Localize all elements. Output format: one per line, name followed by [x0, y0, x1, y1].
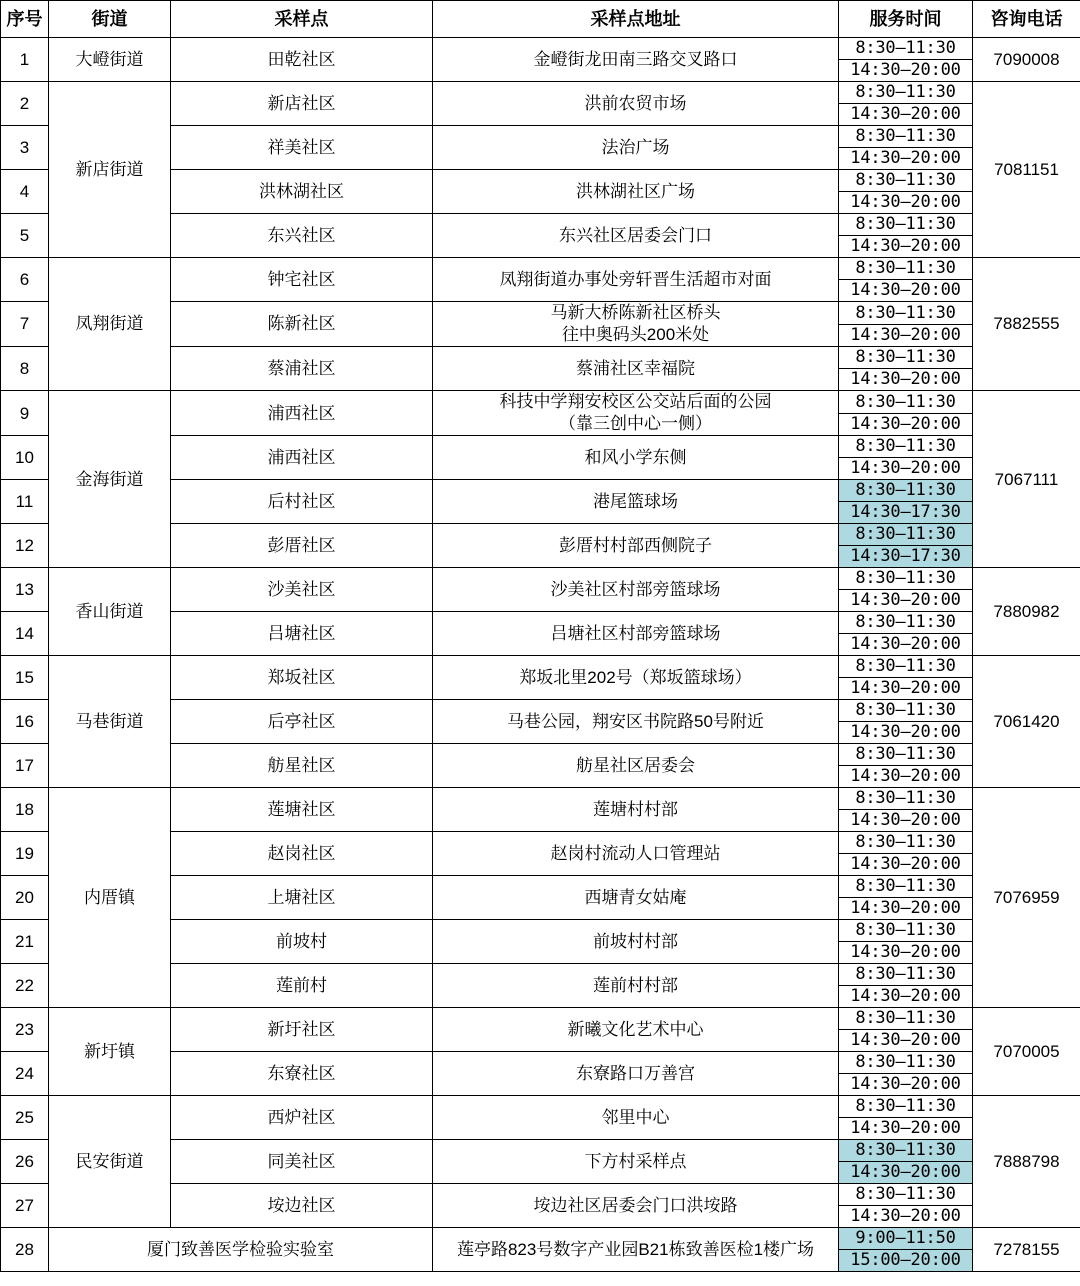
cell-address: 洪林湖社区广场 — [433, 170, 839, 214]
cell-phone: 7888798 — [973, 1096, 1080, 1228]
cell-service-time — [839, 1184, 973, 1228]
cell-phone: 7076959 — [973, 788, 1080, 1008]
cell-address: 沙美社区村部旁篮球场 — [433, 568, 839, 612]
cell-sequence: 17 — [1, 744, 49, 788]
cell-address: 莲前村村部 — [433, 964, 839, 1008]
cell-sequence: 11 — [1, 480, 49, 524]
service-time-afternoon: 14:30—20:00 — [850, 104, 961, 124]
service-time-afternoon: 14:30—20:00 — [850, 942, 961, 963]
cell-sequence: 19 — [1, 832, 49, 876]
service-time-morning: 8:30—11:30 — [839, 568, 972, 590]
cell-site: 莲前村 — [171, 964, 433, 1008]
cell-site: 赵岗社区 — [171, 832, 433, 876]
cell-phone: 7061420 — [973, 656, 1080, 788]
cell-site: 新店社区 — [171, 82, 433, 126]
cell-service-time — [839, 436, 973, 480]
table-row — [1, 82, 1080, 126]
cell-sequence: 7 — [1, 302, 49, 347]
service-time-morning: 8:30—11:30 — [839, 1008, 972, 1030]
cell-service-time — [839, 876, 973, 920]
service-time-afternoon: 14:30—20:00 — [850, 810, 961, 831]
table-row — [1, 391, 1080, 436]
cell-sequence: 28 — [1, 1228, 49, 1272]
service-time-afternoon: 14:30—20:00 — [850, 458, 961, 479]
cell-sequence: 4 — [1, 170, 49, 214]
service-time-morning: 8:30—11:30 — [839, 876, 972, 898]
cell-address: 法治广场 — [433, 126, 839, 170]
table-row — [1, 1228, 1080, 1272]
cell-sequence: 5 — [1, 214, 49, 258]
service-time-afternoon: 14:30—20:00 — [839, 1162, 972, 1183]
service-time-morning: 8:30—11:30 — [839, 964, 972, 986]
header-seq: 序号 — [1, 1, 49, 38]
table-row — [1, 258, 1080, 302]
cell-street: 马巷街道 — [49, 656, 171, 788]
cell-sequence: 23 — [1, 1008, 49, 1052]
cell-site: 浦西社区 — [171, 391, 433, 436]
service-time-morning: 8:30—11:30 — [839, 392, 972, 414]
cell-address: 马新大桥陈新社区桥头 往中奥码头200米处 — [433, 302, 839, 347]
cell-street: 凤翔街道 — [49, 258, 171, 391]
table-row — [1, 1008, 1080, 1052]
cell-phone: 7882555 — [973, 258, 1080, 391]
cell-service-time — [839, 656, 973, 700]
cell-site: 后亭社区 — [171, 700, 433, 744]
cell-site: 舫星社区 — [171, 744, 433, 788]
cell-service-time — [839, 170, 973, 214]
cell-sequence: 3 — [1, 126, 49, 170]
service-time-morning: 8:30—11:30 — [839, 1184, 972, 1206]
cell-service-time — [839, 1228, 973, 1272]
cell-site: 陈新社区 — [171, 302, 433, 347]
cell-address: 东兴社区居委会门口 — [433, 214, 839, 258]
cell-address: 马巷公园，翔安区书院路50号附近 — [433, 700, 839, 744]
service-time-afternoon: 14:30—20:00 — [850, 413, 961, 434]
table-row — [1, 788, 1080, 832]
cell-address: 吕塘社区村部旁篮球场 — [433, 612, 839, 656]
cell-site: 后村社区 — [171, 480, 433, 524]
cell-sequence: 1 — [1, 38, 49, 82]
table-row — [1, 656, 1080, 700]
cell-address: 前坡村村部 — [433, 920, 839, 964]
cell-sequence: 20 — [1, 876, 49, 920]
cell-address: 洪前农贸市场 — [433, 82, 839, 126]
cell-street: 金海街道 — [49, 391, 171, 568]
header-street: 街道 — [49, 1, 171, 38]
service-time-morning: 8:30—11:30 — [839, 656, 972, 678]
table-header — [1, 1, 1080, 38]
header-phone: 咨询电话 — [973, 1, 1080, 38]
service-time-afternoon: 14:30—20:00 — [850, 369, 961, 390]
service-time-morning: 8:30—11:30 — [839, 347, 972, 369]
service-time-afternoon: 14:30—20:00 — [850, 854, 961, 875]
cell-street: 内厝镇 — [49, 788, 171, 1008]
service-time-morning: 8:30—11:30 — [839, 832, 972, 854]
service-time-morning: 8:30—11:30 — [839, 524, 972, 546]
cell-site: 东兴社区 — [171, 214, 433, 258]
service-time-afternoon: 15:00—20:00 — [839, 1250, 972, 1271]
cell-service-time — [839, 1096, 973, 1140]
cell-service-time — [839, 391, 973, 436]
cell-service-time — [839, 82, 973, 126]
cell-phone: 7081151 — [973, 82, 1080, 258]
cell-address: 赵岗村流动人口管理站 — [433, 832, 839, 876]
cell-address: 港尾篮球场 — [433, 480, 839, 524]
service-time-morning: 8:30—11:30 — [839, 920, 972, 942]
service-time-afternoon: 14:30—20:00 — [850, 236, 961, 256]
cell-site: 西炉社区 — [171, 1096, 433, 1140]
service-time-morning: 8:30—11:30 — [839, 82, 972, 104]
cell-service-time — [839, 568, 973, 612]
service-time-morning: 9:00—11:50 — [839, 1228, 972, 1250]
cell-phone: 7070005 — [973, 1008, 1080, 1096]
service-time-morning: 8:30—11:30 — [839, 436, 972, 458]
cell-site: 浦西社区 — [171, 436, 433, 480]
service-time-morning: 8:30—11:30 — [839, 258, 972, 280]
service-time-afternoon: 14:30—17:30 — [839, 546, 972, 567]
cell-site: 蔡浦社区 — [171, 347, 433, 391]
cell-sequence: 21 — [1, 920, 49, 964]
cell-site: 莲塘社区 — [171, 788, 433, 832]
cell-phone: 7880982 — [973, 568, 1080, 656]
cell-sequence: 22 — [1, 964, 49, 1008]
cell-service-time — [839, 832, 973, 876]
service-time-morning: 8:30—11:30 — [839, 612, 972, 634]
cell-service-time — [839, 788, 973, 832]
service-time-morning: 8:30—11:30 — [839, 480, 972, 502]
service-time-afternoon: 14:30—17:30 — [839, 502, 972, 523]
cell-sequence: 24 — [1, 1052, 49, 1096]
cell-sequence: 25 — [1, 1096, 49, 1140]
cell-site: 东寮社区 — [171, 1052, 433, 1096]
cell-site: 彭厝社区 — [171, 524, 433, 568]
cell-address: 凤翔街道办事处旁轩晋生活超市对面 — [433, 258, 839, 302]
cell-address: 垵边社区居委会门口洪垵路 — [433, 1184, 839, 1228]
cell-phone: 7067111 — [973, 391, 1080, 568]
cell-service-time — [839, 700, 973, 744]
service-time-afternoon: 14:30—20:00 — [850, 722, 961, 743]
cell-service-time — [839, 214, 973, 258]
table-row — [1, 568, 1080, 612]
cell-site: 同美社区 — [171, 1140, 433, 1184]
service-time-morning: 8:30—11:30 — [839, 170, 972, 192]
table-row — [1, 38, 1080, 82]
cell-site: 郑坂社区 — [171, 656, 433, 700]
cell-site: 洪林湖社区 — [171, 170, 433, 214]
service-time-morning: 8:30—11:30 — [839, 126, 972, 148]
cell-sequence: 26 — [1, 1140, 49, 1184]
cell-service-time — [839, 744, 973, 788]
service-time-afternoon: 14:30—20:00 — [850, 60, 961, 80]
cell-address: 和风小学东侧 — [433, 436, 839, 480]
cell-street: 新店街道 — [49, 82, 171, 258]
cell-service-time — [839, 964, 973, 1008]
cell-address: 彭厝村村部西侧院子 — [433, 524, 839, 568]
cell-sequence: 12 — [1, 524, 49, 568]
cell-service-time — [839, 1052, 973, 1096]
service-time-afternoon: 14:30—20:00 — [850, 1074, 961, 1095]
cell-address: 邻里中心 — [433, 1096, 839, 1140]
cell-service-time — [839, 126, 973, 170]
cell-sequence: 16 — [1, 700, 49, 744]
cell-site: 垵边社区 — [171, 1184, 433, 1228]
cell-sequence: 2 — [1, 82, 49, 126]
cell-sequence: 10 — [1, 436, 49, 480]
cell-site: 祥美社区 — [171, 126, 433, 170]
cell-address: 新曦文化艺术中心 — [433, 1008, 839, 1052]
cell-address: 下方村采样点 — [433, 1140, 839, 1184]
cell-sequence: 6 — [1, 258, 49, 302]
cell-address: 蔡浦社区幸福院 — [433, 347, 839, 391]
service-time-afternoon: 14:30—20:00 — [850, 148, 961, 168]
service-time-morning: 8:30—11:30 — [839, 788, 972, 810]
cell-sequence: 9 — [1, 391, 49, 436]
service-time-afternoon: 14:30—20:00 — [850, 280, 961, 300]
table-row — [1, 1096, 1080, 1140]
cell-service-time — [839, 347, 973, 391]
header-site: 采样点 — [171, 1, 433, 38]
cell-phone: 7090008 — [973, 38, 1080, 82]
cell-address: 莲亭路823号数字产业园B21栋致善医检1楼广场 — [433, 1228, 839, 1272]
service-time-afternoon: 14:30—20:00 — [850, 898, 961, 919]
service-time-afternoon: 14:30—20:00 — [850, 590, 961, 611]
cell-sequence: 27 — [1, 1184, 49, 1228]
service-time-afternoon: 14:30—20:00 — [850, 1206, 961, 1227]
cell-service-time — [839, 302, 973, 347]
service-time-morning: 8:30—11:30 — [839, 303, 972, 325]
cell-address: 西塘青女姑庵 — [433, 876, 839, 920]
cell-site: 厦门致善医学检验实验室 — [49, 1228, 433, 1272]
cell-address: 东寮路口万善宫 — [433, 1052, 839, 1096]
service-time-afternoon: 14:30—20:00 — [850, 1118, 961, 1139]
table-body — [1, 38, 1080, 1272]
service-time-morning: 8:30—11:30 — [839, 744, 972, 766]
service-time-afternoon: 14:30—20:00 — [850, 1030, 961, 1051]
cell-address: 科技中学翔安校区公交站后面的公园 （靠三创中心一侧） — [433, 391, 839, 436]
cell-site: 田乾社区 — [171, 38, 433, 82]
cell-address: 郑坂北里202号（郑坂篮球场） — [433, 656, 839, 700]
cell-street: 民安街道 — [49, 1096, 171, 1228]
header-service-time: 服务时间 — [839, 1, 973, 38]
cell-street: 大嶝街道 — [49, 38, 171, 82]
service-time-afternoon: 14:30—20:00 — [850, 192, 961, 212]
service-time-morning: 8:30—11:30 — [839, 214, 972, 236]
service-time-morning: 8:30—11:30 — [839, 1140, 972, 1162]
service-time-morning: 8:30—11:30 — [839, 1096, 972, 1118]
cell-sequence: 15 — [1, 656, 49, 700]
cell-service-time — [839, 920, 973, 964]
service-time-afternoon: 14:30—20:00 — [850, 986, 961, 1007]
cell-sequence: 8 — [1, 347, 49, 391]
cell-site: 沙美社区 — [171, 568, 433, 612]
header-address: 采样点地址 — [433, 1, 839, 38]
cell-service-time — [839, 480, 973, 524]
cell-service-time — [839, 258, 973, 302]
cell-address: 金嶝街龙田南三路交叉路口 — [433, 38, 839, 82]
cell-service-time — [839, 1140, 973, 1184]
service-time-afternoon: 14:30—20:00 — [850, 324, 961, 345]
cell-service-time — [839, 524, 973, 568]
cell-site: 吕塘社区 — [171, 612, 433, 656]
service-time-morning: 8:30—11:30 — [839, 38, 972, 60]
cell-site: 新圩社区 — [171, 1008, 433, 1052]
cell-street: 香山街道 — [49, 568, 171, 656]
table-header-row — [1, 1, 1080, 38]
cell-site: 前坡村 — [171, 920, 433, 964]
service-time-morning: 8:30—11:30 — [839, 1052, 972, 1074]
cell-sequence: 13 — [1, 568, 49, 612]
cell-sequence: 18 — [1, 788, 49, 832]
cell-service-time — [839, 1008, 973, 1052]
cell-site: 钟宅社区 — [171, 258, 433, 302]
service-time-afternoon: 14:30—20:00 — [850, 678, 961, 699]
cell-service-time — [839, 38, 973, 82]
cell-address: 莲塘村村部 — [433, 788, 839, 832]
service-time-afternoon: 14:30—20:00 — [850, 634, 961, 655]
cell-sequence: 14 — [1, 612, 49, 656]
service-time-afternoon: 14:30—20:00 — [850, 766, 961, 787]
service-time-morning: 8:30—11:30 — [839, 700, 972, 722]
cell-address: 舫星社区居委会 — [433, 744, 839, 788]
cell-phone: 7278155 — [973, 1228, 1080, 1272]
cell-street: 新圩镇 — [49, 1008, 171, 1096]
cell-service-time — [839, 612, 973, 656]
cell-site: 上塘社区 — [171, 876, 433, 920]
